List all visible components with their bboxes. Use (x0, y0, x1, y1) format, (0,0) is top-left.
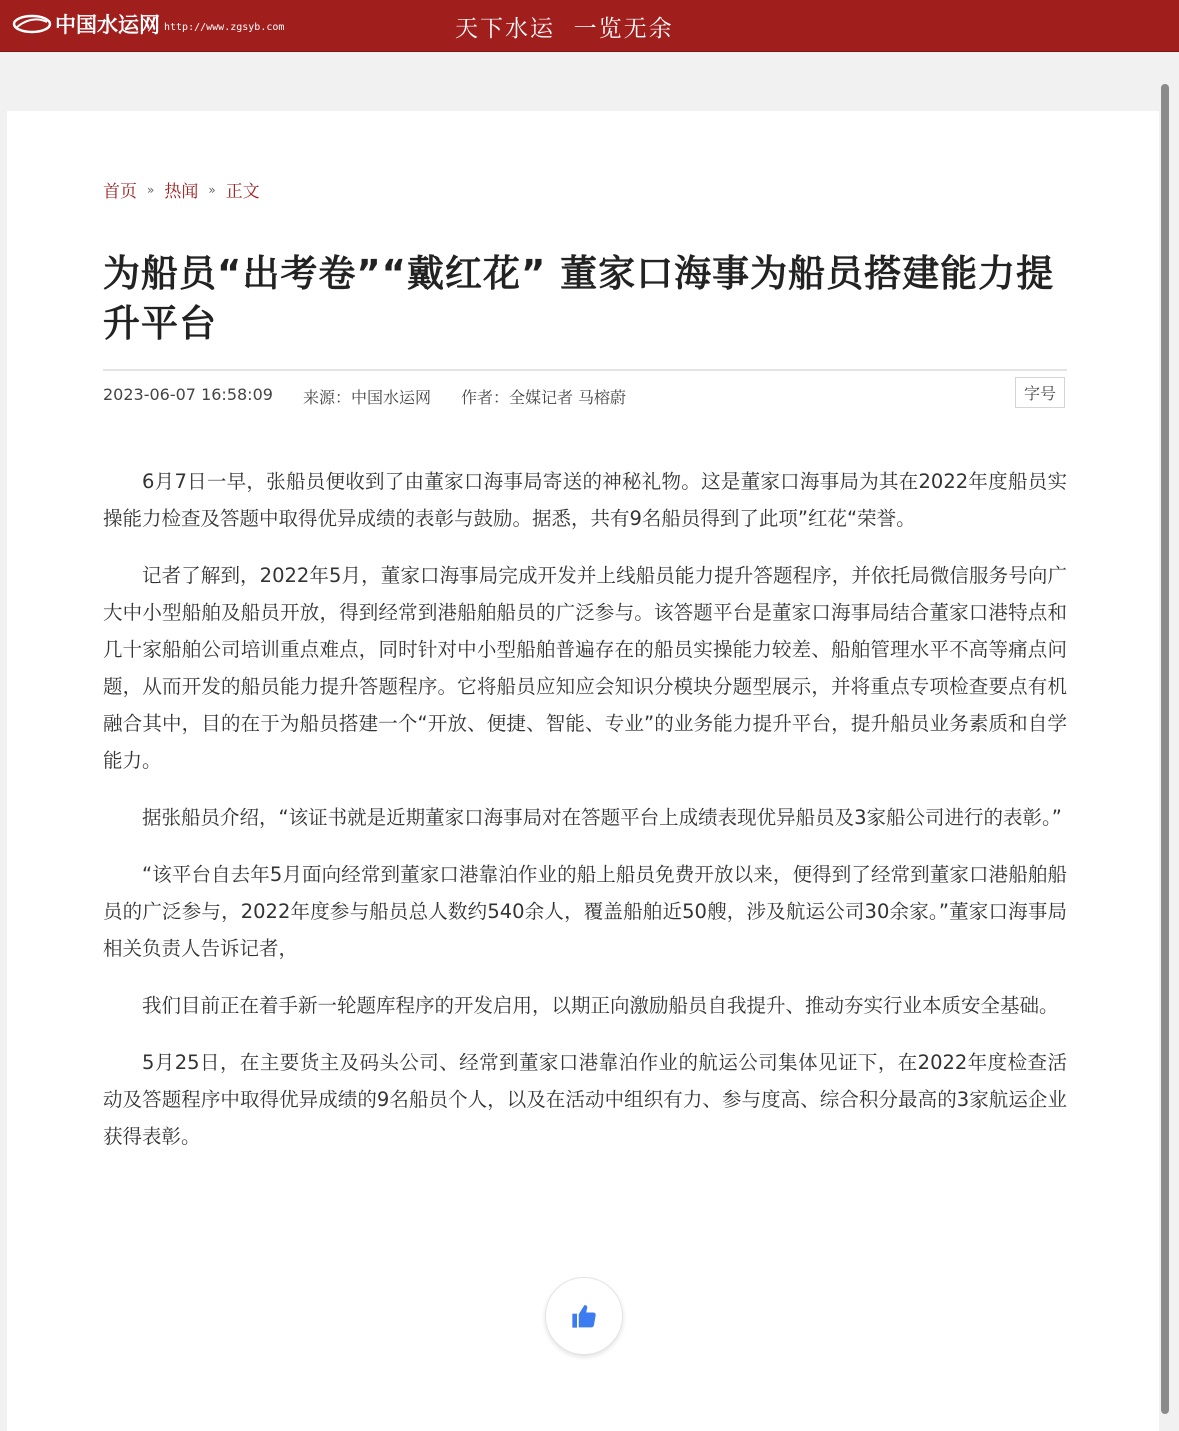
article-source: 来源：中国水运网 (302, 388, 431, 407)
breadcrumb-home[interactable]: 首页 (103, 182, 137, 202)
page-scrollbar[interactable] (1161, 84, 1169, 1414)
article-paragraph: 据张船员介绍，“该证书就是近期董家口海事局对在答题平台上成绩表现优异船员及3家船公司进行的表彰。” (142, 806, 1062, 829)
site-logo[interactable] (12, 9, 284, 39)
site-slogan: 天下水运 一览无余 (455, 16, 674, 42)
thumbs-up-icon (570, 1302, 598, 1330)
font-size-button[interactable]: 字号 (1015, 377, 1065, 408)
logo-name: 中国水运网 (55, 12, 160, 37)
publish-datetime: 2023-06-07 16:58:09 (103, 385, 273, 404)
breadcrumb (103, 177, 260, 202)
article-paragraph: 记者了解到，2022年5月，董家口海事局完成开发并上线船员能力提升答题程序，并依托局微信服务号向广大中小型船舶及船员开放，得到经常到港船舶船员的广泛参与。该答题平台是董家口海事局结合董家口港特点和几十家船舶公司培训重点难点，同时针对中小型船舶普遍存在的船员实操能力较差、船舶管理水平不高等痛点问题，从而开发的船员能力提升答题程序。它将船员应知应会知识分模块分题型展示，并将重点专项检查要点有机融合其中，目的在于为船员搭建一个“开放、便捷、智能、专业”的业务能力提升平台，提升船员业务素质和自学能力。 (103, 564, 1067, 772)
article-paragraph: 5月25日，在主要货主及码头公司、经常到董家口港靠泊作业的航运公司集体见证下，在2022年度检查活动及答题程序中取得优异成绩的9名船员个人，以及在活动中组织有力、参与度高、综合积分最高的3家航运企业获得表彰。 (103, 1051, 1067, 1148)
article-title: 为船员“出考卷”“戴红花” 董家口海事为船员搭建能力提升平台 (103, 252, 1055, 345)
article-meta (103, 385, 626, 408)
breadcrumb-current[interactable]: 正文 (225, 182, 260, 202)
article-body (103, 463, 1067, 1175)
article-paragraph: 我们目前正在着手新一轮题库程序的开发启用，以期正向激励船员自我提升、推动夯实行业本质安全基础。 (142, 994, 1059, 1017)
article-author: 作者：全媒记者 马榕蔚 (460, 388, 627, 407)
article-card (7, 111, 1159, 1431)
breadcrumb-separator: » (147, 182, 155, 197)
logo-url: http://www.zgsyb.com (164, 21, 285, 33)
article-paragraph: 6月7日一早，张船员便收到了由董家口海事局寄送的神秘礼物。这是董家口海事局为其在2022年度船员实操能力检查及答题中取得优异成绩的表彰与鼓励。据悉，共有9名船员得到了此项”红花“荣誉。 (103, 470, 1067, 530)
breadcrumb-hot-news[interactable]: 热闻 (164, 182, 199, 202)
article-paragraph: “该平台自去年5月面向经常到董家口港靠泊作业的船上船员免费开放以来，便得到了经常到董家口港船舶船员的广泛参与，2022年度参与船员总人数约540余人，覆盖船舶近50艘，涉及航运公司30余家。”董家口海事局相关负责人告诉记者， (103, 863, 1067, 960)
title-divider (103, 369, 1067, 371)
like-button[interactable] (545, 1277, 623, 1355)
top-header-bar (0, 0, 1179, 52)
breadcrumb-separator: » (208, 182, 216, 197)
logo-icon (12, 13, 52, 35)
